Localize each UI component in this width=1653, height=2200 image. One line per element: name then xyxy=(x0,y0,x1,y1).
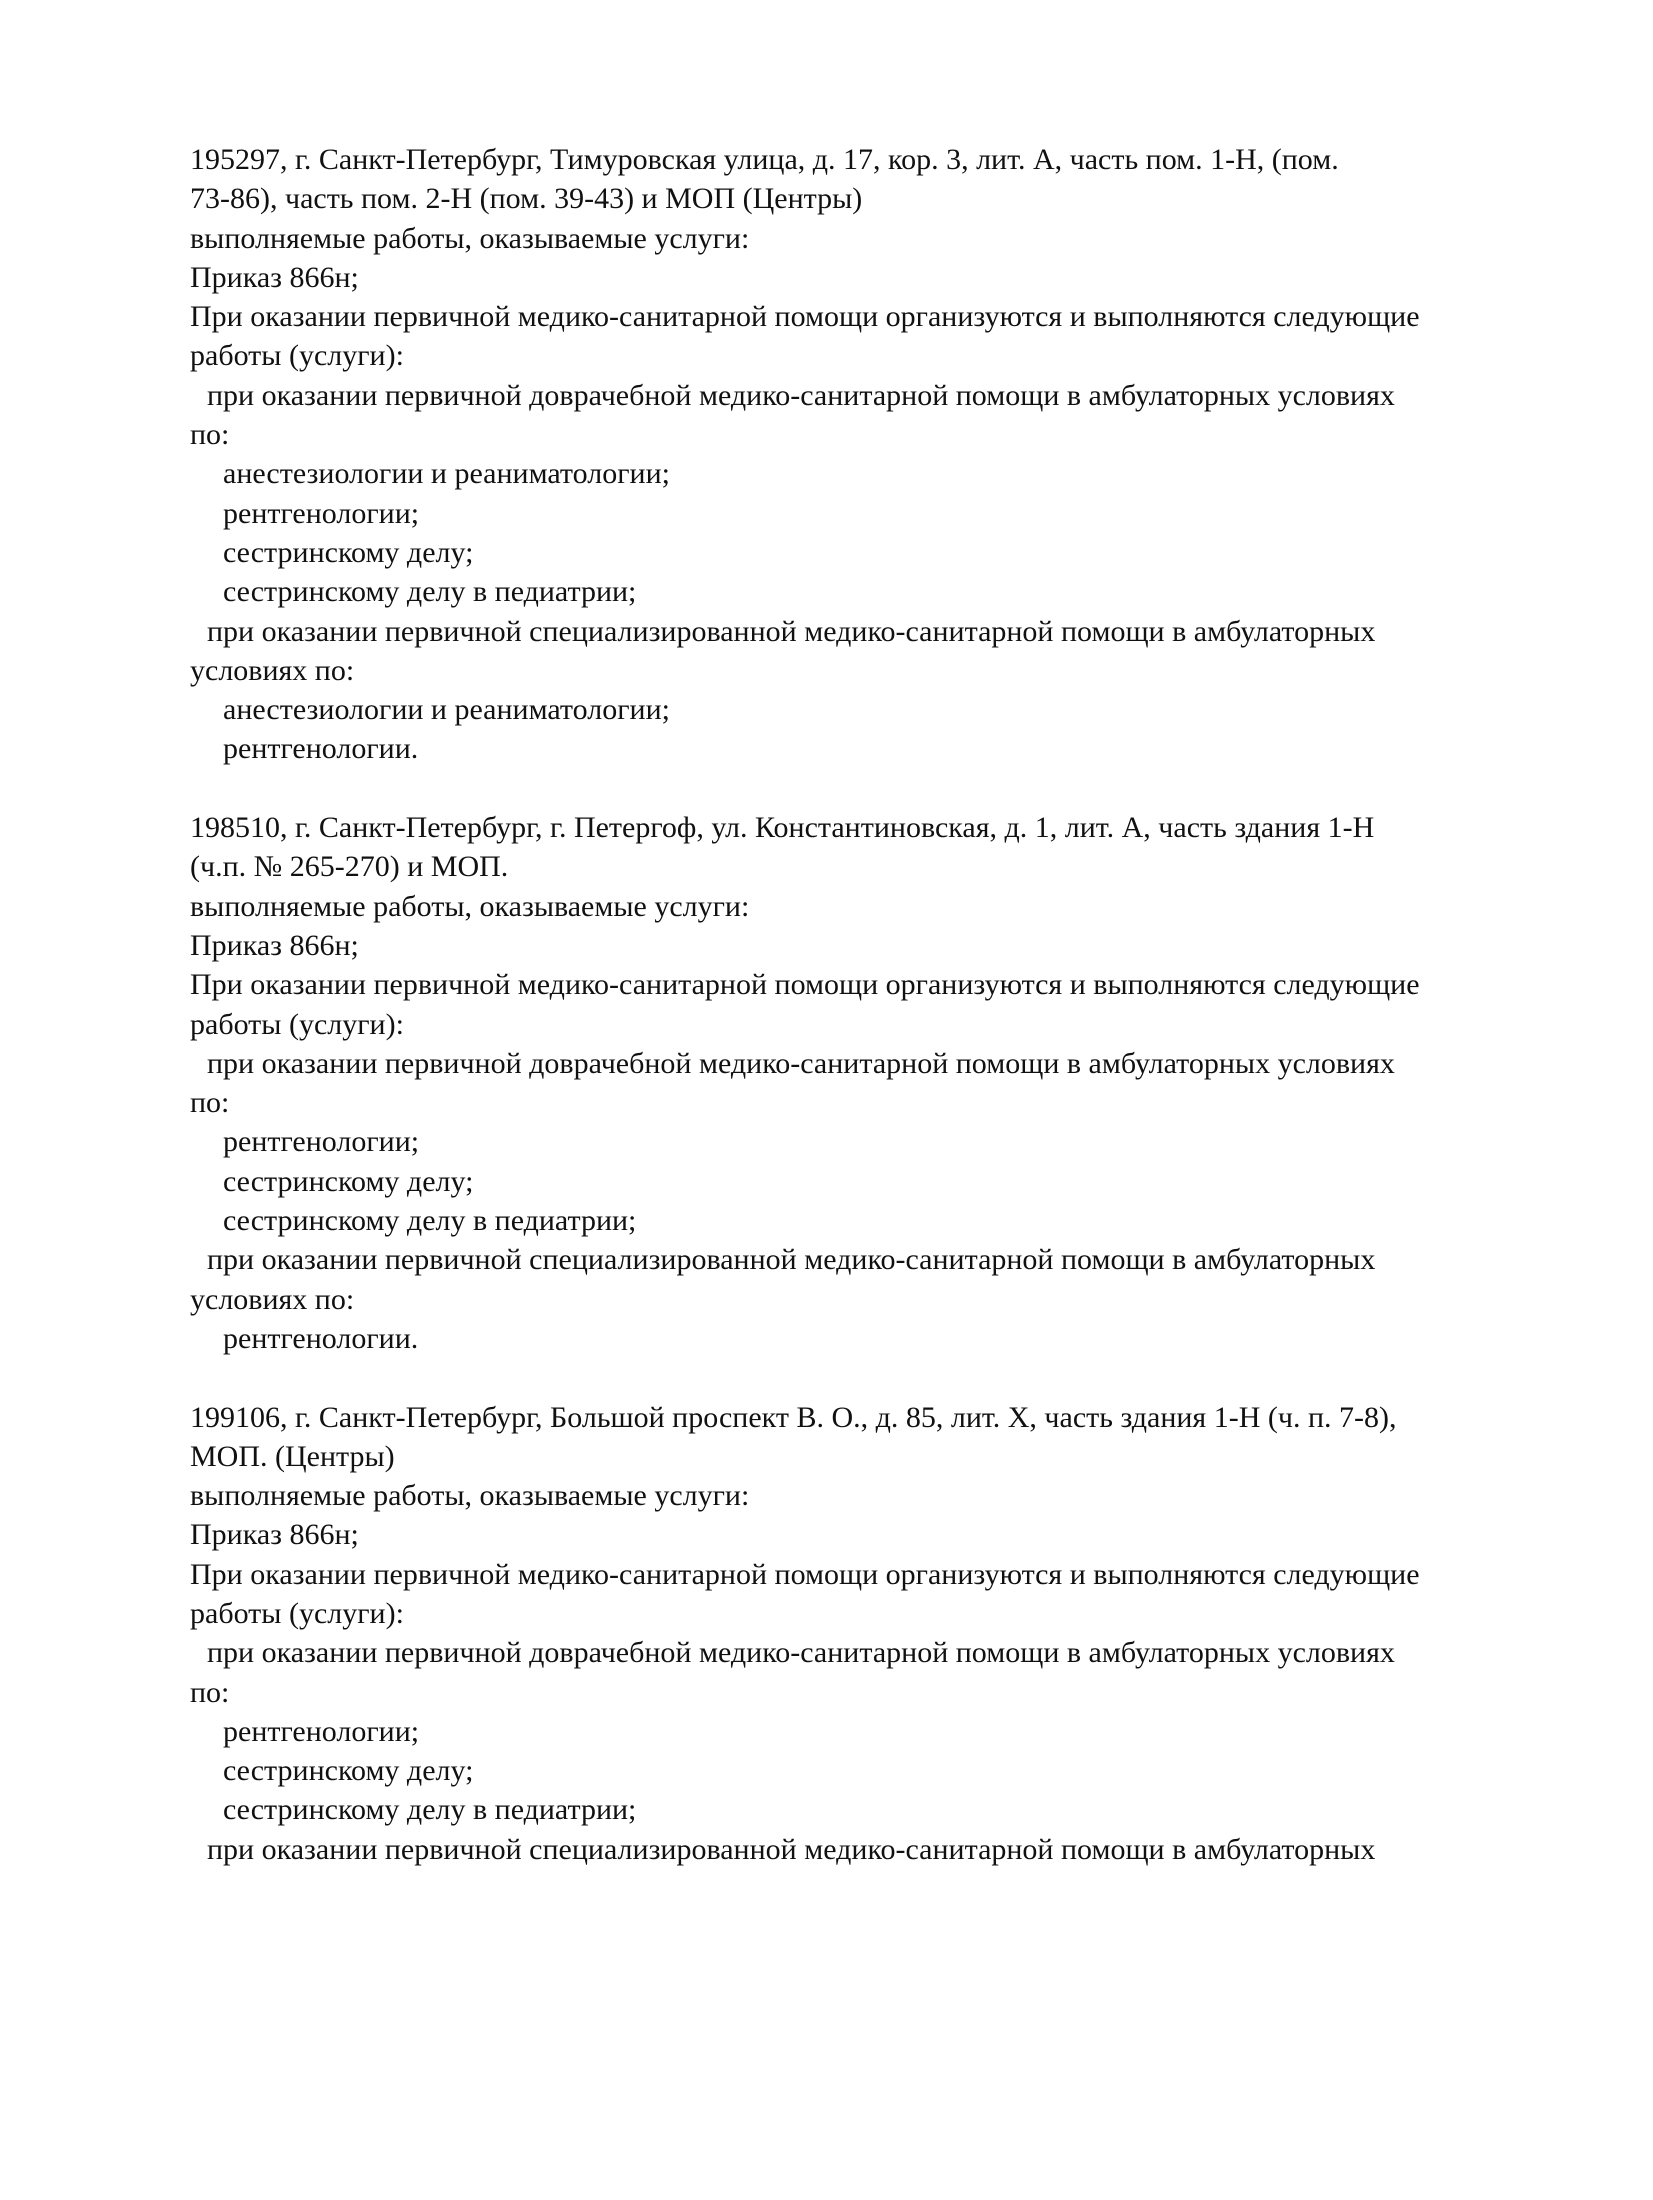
prehospital-heading: при оказании первичной доврачебной медико-санитарной помощи в амбулаторных условиях xyxy=(207,378,1395,412)
prehospital-heading: при оказании первичной доврачебной медико-санитарной помощи в амбулаторных условиях xyxy=(207,1046,1395,1080)
intro-line: При оказании первичной медико-санитарной помощи организуются и выполняются следующие xyxy=(190,300,1420,334)
intro-line: работы (услуги): xyxy=(190,1596,404,1630)
list-item: сестринскому делу; xyxy=(223,1754,474,1788)
specialized-heading: при оказании первичной специализированной медико-санитарной помощи в амбулаторных xyxy=(207,1832,1376,1866)
address-line: (ч.п. № 265-270) и МОП. xyxy=(190,850,509,884)
address-line: МОП. (Центры) xyxy=(190,1439,395,1473)
prehospital-heading: при оказании первичной доврачебной медико-санитарной помощи в амбулаторных условиях xyxy=(207,1636,1395,1670)
order-reference: Приказ 866н; xyxy=(190,1518,359,1552)
facility-section-2 xyxy=(190,808,1530,1358)
list-item: рентгенологии; xyxy=(223,1714,420,1748)
list-item: рентгенологии. xyxy=(223,732,419,766)
address-line: 198510, г. Санкт-Петербург, г. Петергоф, ул. Константиновская, д. 1, лит. А, часть здания 1-Н xyxy=(190,811,1375,845)
document-body xyxy=(190,140,1530,1908)
intro-line: работы (услуги): xyxy=(190,339,404,373)
prehospital-heading-cont: по: xyxy=(190,1086,230,1120)
address-line: 195297, г. Санкт-Петербург, Тимуровская улица, д. 17, кор. 3, лит. А, часть пом. 1-Н, (пом. xyxy=(190,143,1339,176)
specialized-heading: при оказании первичной специализированной медико-санитарной помощи в амбулаторных xyxy=(207,1243,1376,1277)
prehospital-heading-cont: по: xyxy=(190,418,230,452)
works-label: выполняемые работы, оказываемые услуги: xyxy=(190,889,750,923)
list-item: сестринскому делу в педиатрии; xyxy=(223,1204,637,1238)
intro-line: При оказании первичной медико-санитарной помощи организуются и выполняются следующие xyxy=(190,1557,1420,1591)
list-item: анестезиологии и реаниматологии; xyxy=(223,457,670,491)
list-item: сестринскому делу; xyxy=(223,535,474,569)
order-reference: Приказ 866н; xyxy=(190,260,359,294)
address-line: 73-86), часть пом. 2-Н (пом. 39-43) и МОП (Центры) xyxy=(190,182,863,216)
list-item: сестринскому делу в педиатрии; xyxy=(223,1793,637,1827)
list-item: рентгенологии; xyxy=(223,496,420,530)
list-item: анестезиологии и реаниматологии; xyxy=(223,693,670,727)
prehospital-heading-cont: по: xyxy=(190,1675,230,1709)
order-reference: Приказ 866н; xyxy=(190,928,359,962)
works-label: выполняемые работы, оказываемые услуги: xyxy=(190,221,750,255)
list-item: сестринскому делу в педиатрии; xyxy=(223,575,637,609)
facility-section-3 xyxy=(190,1398,1530,1870)
address-line: 199106, г. Санкт-Петербург, Большой проспект В. О., д. 85, лит. Х, часть здания 1-Н (ч. п. 7-8), xyxy=(190,1400,1397,1434)
works-label: выполняемые работы, оказываемые услуги: xyxy=(190,1479,750,1513)
specialized-heading-cont: условиях по: xyxy=(190,653,355,687)
intro-line: При оказании первичной медико-санитарной помощи организуются и выполняются следующие xyxy=(190,968,1420,1002)
list-item: сестринскому делу; xyxy=(223,1164,474,1198)
specialized-heading-cont: условиях по: xyxy=(190,1282,355,1316)
list-item: рентгенологии; xyxy=(223,1125,420,1159)
intro-line: работы (услуги): xyxy=(190,1007,404,1041)
list-item: рентгенологии. xyxy=(223,1321,419,1355)
specialized-heading: при оказании первичной специализированной медико-санитарной помощи в амбулаторных xyxy=(207,614,1376,648)
facility-section-1 xyxy=(190,140,1530,769)
